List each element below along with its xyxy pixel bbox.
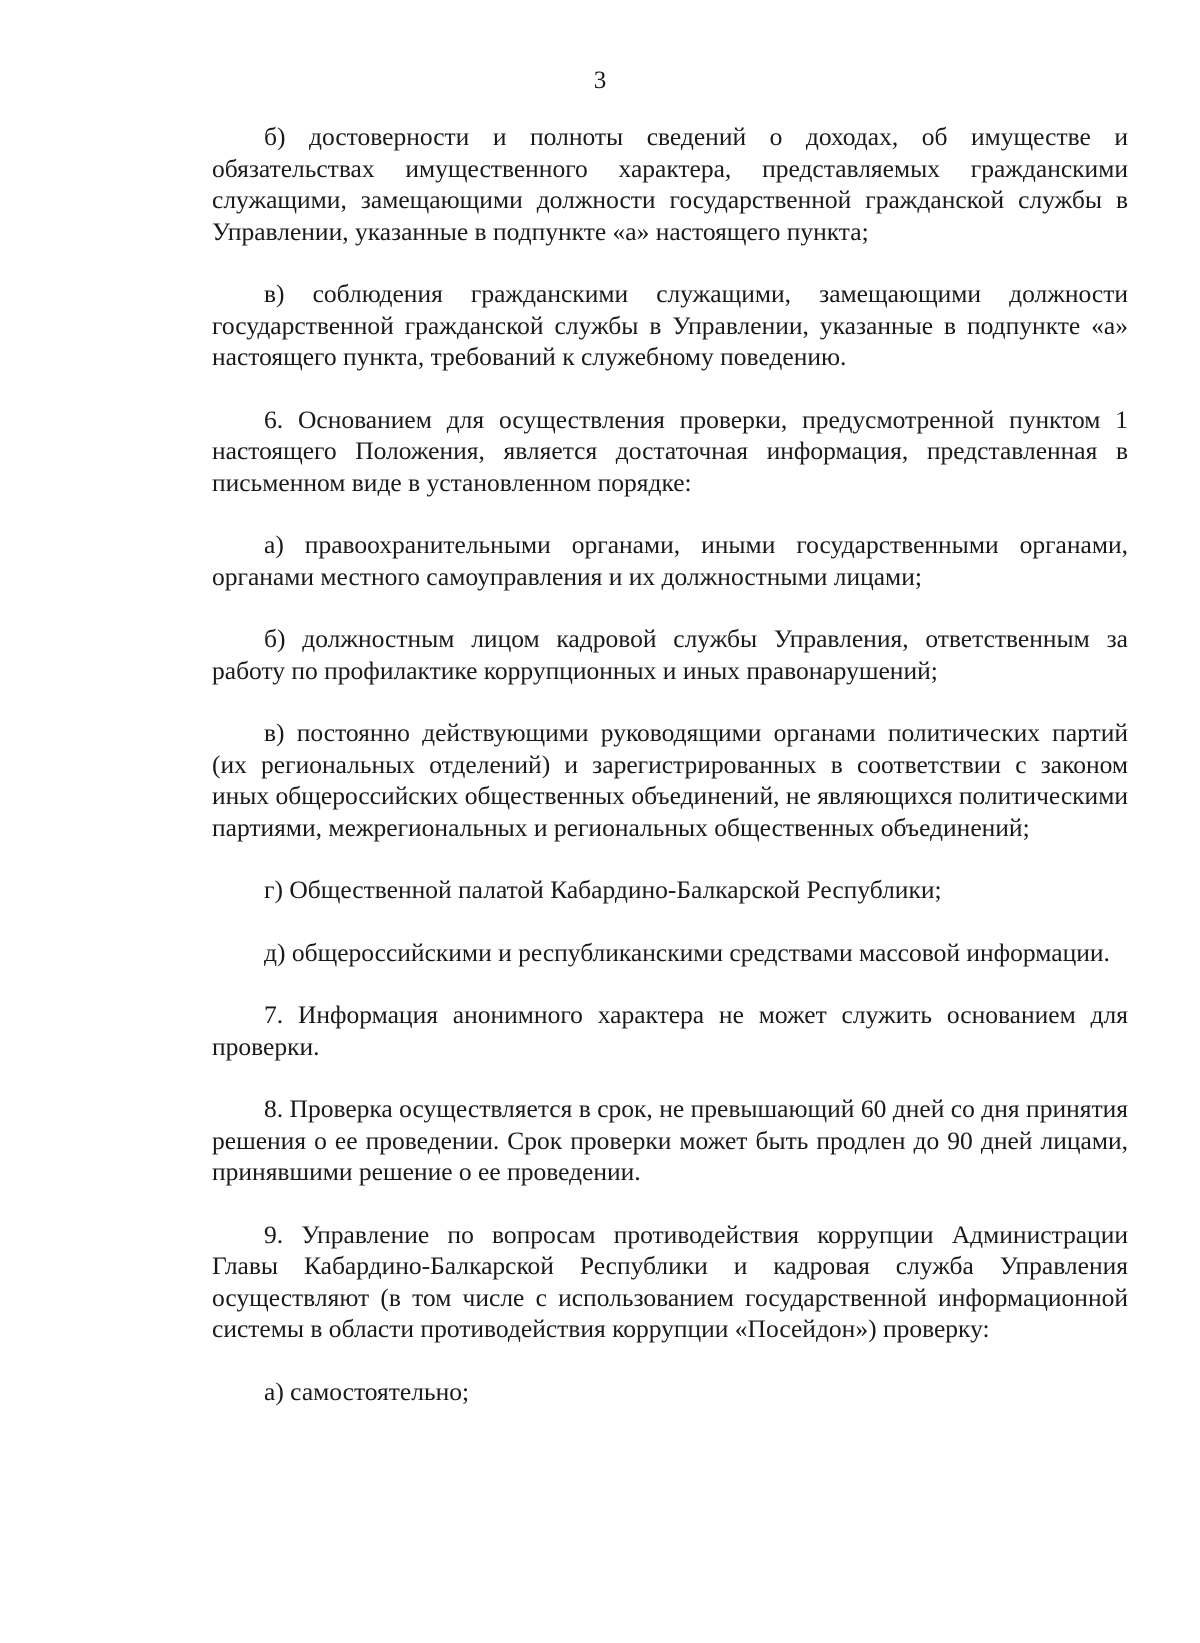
paragraph-v-political-parties: в) постоянно действующими руководящими органами политических партий (их региональных отделений) и зарегистрированных в соответствии с законом иных общероссийских общественных объединений, не являющихся политическими партиями, межрегиональных и региональных общественных объединений;: [212, 718, 1128, 842]
paragraph-v-conduct: в) соблюдения гражданскими служащими, замещающими должности государственной гражданской службы в Управлении, указанные в подпункте «а» настоящего пункта, требований к служебному поведению.: [212, 279, 1128, 371]
paragraph-a-independently: а) самостоятельно;: [264, 1376, 470, 1406]
paragraph-b-hr-officer: б) должностным лицом кадровой службы Управления, ответственным за работу по профилактике коррупционных и иных правонарушений;: [212, 624, 1128, 685]
paragraph-b-accuracy: б) достоверности и полноты сведений о доходах, об имуществе и обязательствах имущественного характера, представляемых гражданскими служащими, замещающими должности государственной гражданской службы в Управлении, указанные в подпункте «а» настоящего пункта;: [212, 122, 1128, 246]
paragraph-d-mass-media: д) общероссийскими и республиканскими средствами массовой информации.: [264, 937, 1110, 967]
paragraph-8-term: 8. Проверка осуществляется в срок, не превышающий 60 дней со дня принятия решения о ее проведении. Срок проверки может быть продлен до 90 дней лицами, принявшими решение о ее проведении.: [212, 1094, 1128, 1186]
paragraph-g-public-chamber: г) Общественной палатой Кабардино-Балкарской Республики;: [264, 875, 942, 904]
paragraph-a-law-enforcement: а) правоохранительными органами, иными государственными органами, органами местного самоуправления и их должностными лицами;: [212, 530, 1128, 591]
paragraph-6-grounds: 6. Основанием для осуществления проверки, предусмотренной пунктом 1 настоящего Положения, является достаточная информация, представленная в письменном виде в установленном порядке:: [212, 404, 1128, 497]
document-body: [212, 121, 1128, 1407]
page-number: 3: [593, 67, 607, 94]
paragraph-9-department: 9. Управление по вопросам противодействия коррупции Администрации Главы Кабардино-Балкарской Республики и кадровая служба Управления осуществляют (в том числе с использованием государственной информационной системы в области противодействия коррупции «Посейдон») проверку:: [212, 1219, 1128, 1343]
paragraph-7-anonymous: 7. Информация анонимного характера не может служить основанием для проверки.: [212, 1000, 1128, 1061]
